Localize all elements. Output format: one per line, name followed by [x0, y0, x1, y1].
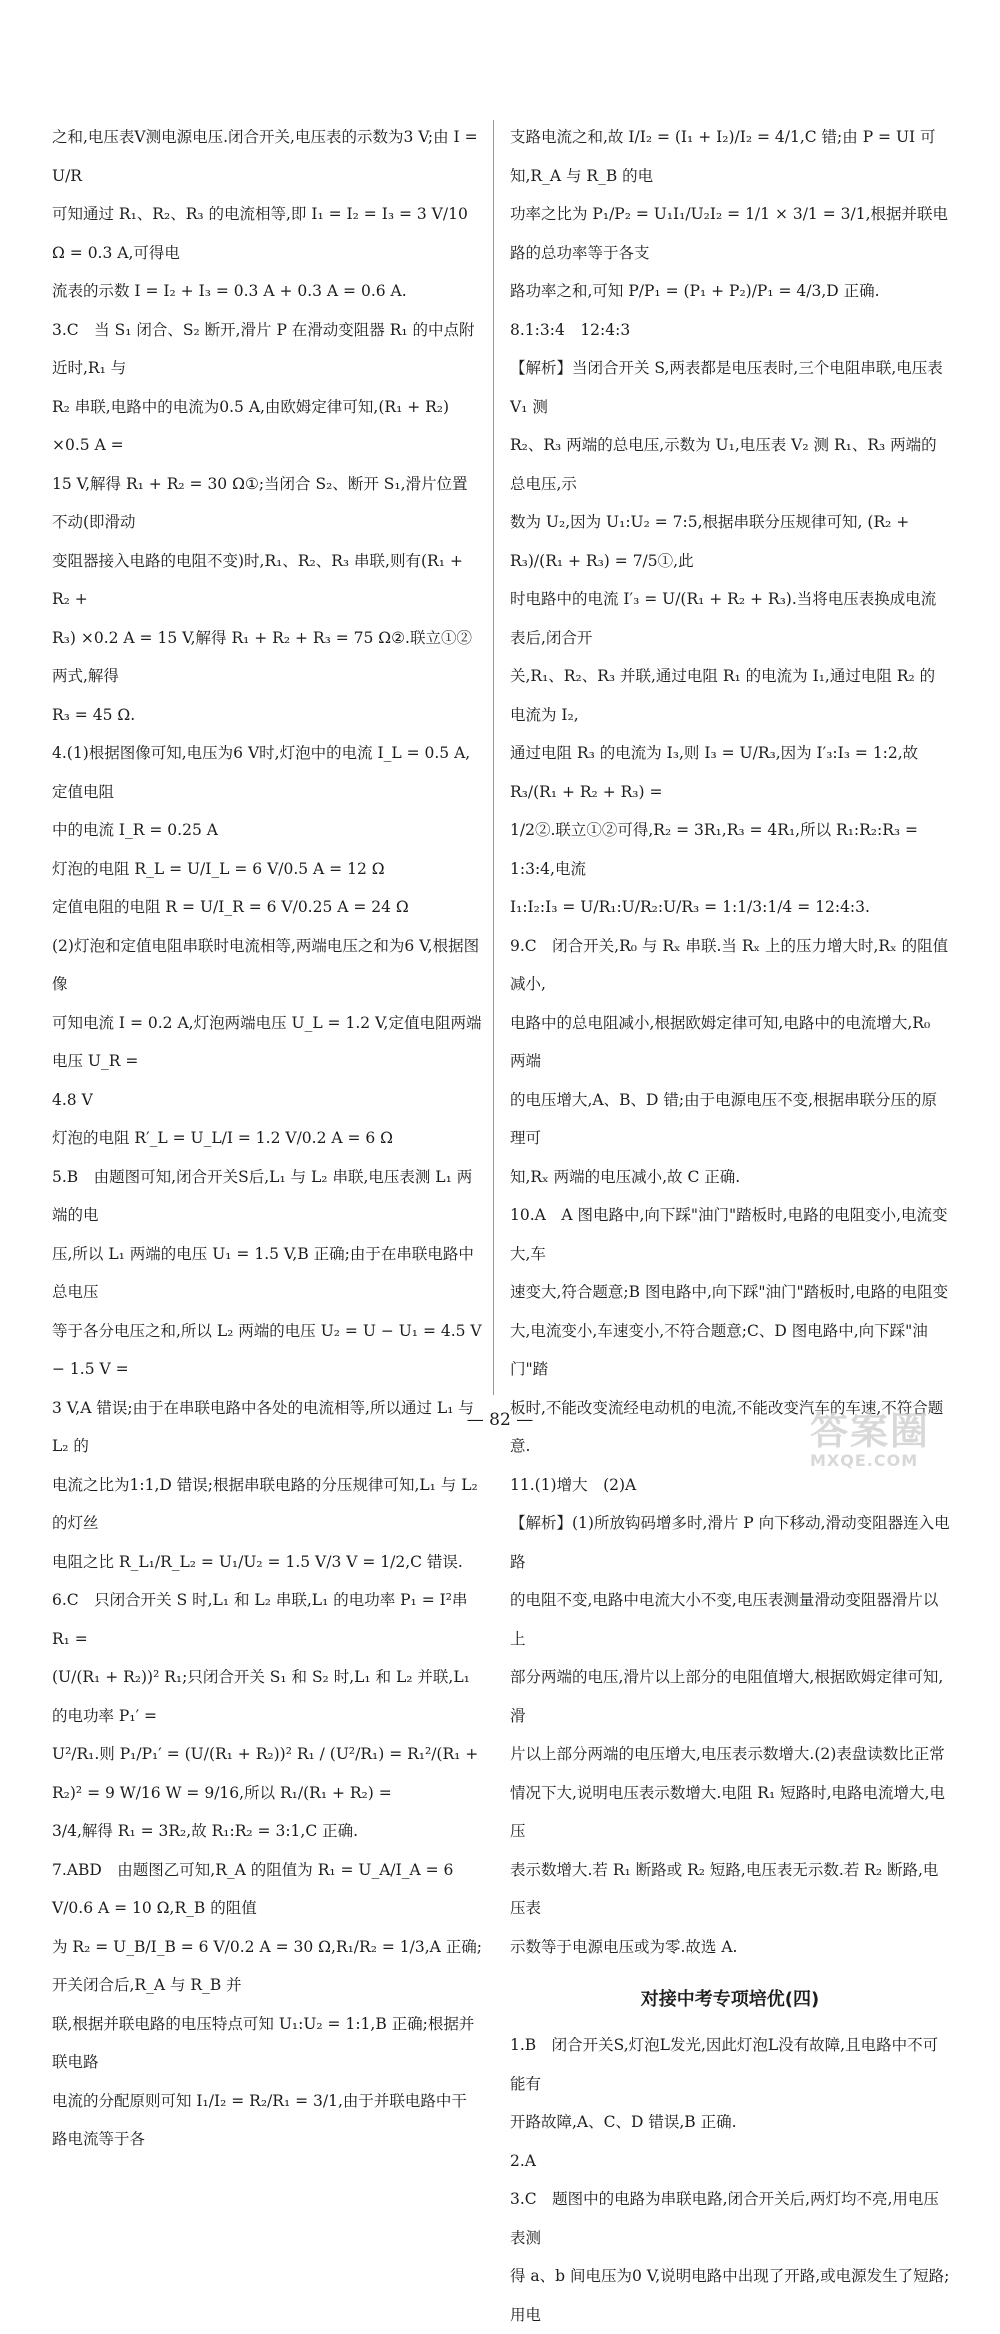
text-line: 3.C 题图中的电路为串联电路,闭合开关后,两灯均不亮,用电压表测: [510, 2190, 939, 2247]
text-line: 通过电阻 R₃ 的电流为 I₃,则 I₃ = U/R₃,因为 I′₃:I₃ = 1:2,故 R₃/(R₁ + R₂ + R₃) =: [510, 744, 919, 801]
text-line: R₃) ×0.2 A = 15 V,解得 R₁ + R₂ + R₃ = 75 Ω②.联立①②两式,解得: [52, 628, 472, 685]
text-line: 11.(1)增大 (2)A: [510, 1475, 637, 1494]
text-line: 部分两端的电压,滑片以上部分的电阻值增大,根据欧姆定律可知,滑: [510, 1668, 944, 1725]
text-line: 8.1:3:4 12:4:3: [510, 320, 631, 339]
text-line: 3/4,解得 R₁ = 3R₂,故 R₁:R₂ = 3:1,C 正确.: [52, 1822, 359, 1840]
text-line: 可知通过 R₁、R₂、R₃ 的电流相等,即 I₁ = I₂ = I₃ = 3 V/10 Ω = 0.3 A,可得电: [52, 205, 468, 262]
text-line: 压,所以 L₁ 两端的电压 U₁ = 1.5 V,B 正确;由于在串联电路中总电压: [52, 1244, 474, 1301]
text-line: 可知电流 I = 0.2 A,灯泡两端电压 U_L = 1.2 V,定值电阻两端电压 U_R =: [52, 1013, 482, 1070]
text-line: 电阻之比 R_L₁/R_L₂ = U₁/U₂ = 1.5 V/3 V = 1/2,C 错误.: [52, 1552, 463, 1571]
text-line: 知,Rₓ 两端的电压减小,故 C 正确.: [510, 1167, 741, 1186]
text-line: 7.ABD 由题图乙可知,R_A 的阻值为 R₁ = U_A/I_A = 6 V/0.6 A = 10 Ω,R_B 的阻值: [52, 1860, 454, 1917]
text-line: 【解析】当闭合开关 S,两表都是电压表时,三个电阻串联,电压表 V₁ 测: [510, 359, 943, 416]
text-line: 4.8 V: [52, 1090, 93, 1109]
section-title: 对接中考专项培优(四): [640, 1989, 820, 2010]
text-line: 1.B 闭合开关S,灯泡L发光,因此灯泡L没有故障,且电路中不可能有: [510, 2036, 939, 2093]
text-line: 变阻器接入电路的电阻不变)时,R₁、R₂、R₃ 串联,则有(R₁ + R₂ +: [52, 551, 463, 608]
text-line: I₁:I₂:I₃ = U/R₁:U/R₂:U/R₃ = 1:1/3:1/4 = 12:4:3.: [510, 898, 870, 916]
text-line: 时电路中的电流 I′₃ = U/(R₁ + R₂ + R₃).当将电压表换成电流表后,闭合开: [510, 590, 937, 647]
text-line: 10.A A 图电路中,向下踩"油门"踏板时,电路的电阻变小,电流变大,车: [510, 1206, 948, 1263]
left-column: [52, 118, 482, 2159]
text-line: 大,电流变小,车速变小,不符合题意;C、D 图电路中,向下踩"油门"踏: [510, 1321, 928, 1378]
text-line: 2.A: [510, 2151, 536, 2170]
text-line: (2)灯泡和定值电阻串联时电流相等,两端电压之和为6 V,根据图像: [52, 936, 480, 993]
text-line: 电路中的总电阻减小,根据欧姆定律可知,电路中的电流增大,R₀ 两端: [510, 1013, 931, 1070]
text-line: 4.(1)根据图像可知,电压为6 V时,灯泡中的电流 I_L = 0.5 A,定值电阻: [52, 744, 471, 801]
text-line: (U/(R₁ + R₂))² R₁;只闭合开关 S₁ 和 S₂ 时,L₁ 和 L₂ 并联,L₁ 的电功率 P₁′ =: [52, 1668, 470, 1725]
text-line: 3.C 当 S₁ 闭合、S₂ 断开,滑片 P 在滑动变阻器 R₁ 的中点附近时,R₁ 与: [52, 320, 475, 377]
text-line: 15 V,解得 R₁ + R₂ = 30 Ω①;当闭合 S₂、断开 S₁,滑片位置不动(即滑动: [52, 474, 468, 531]
text-line: 定值电阻的电阻 R = U/I_R = 6 V/0.25 A = 24 Ω: [52, 898, 409, 916]
text-line: 路功率之和,可知 P/P₁ = (P₁ + P₂)/P₁ = 4/3,D 正确.: [510, 282, 880, 300]
text-line: 电流之比为1:1,D 错误;根据串联电路的分压规律可知,L₁ 与 L₂ 的灯丝: [52, 1475, 478, 1532]
text-line: 功率之比为 P₁/P₂ = U₁I₁/U₂I₂ = 1/1 × 3/1 = 3/1,根据并联电路的总功率等于各支: [510, 205, 949, 262]
right-column: [510, 118, 950, 2334]
text-line: R₃ = 45 Ω.: [52, 705, 136, 724]
text-line: 电流的分配原则可知 I₁/I₂ = R₂/R₁ = 3/1,由于并联电路中干路电流等于各: [52, 2091, 467, 2148]
text-line: R₂、R₃ 两端的总电压,示数为 U₁,电压表 V₂ 测 R₁、R₃ 两端的总电压,示: [510, 436, 937, 493]
text-line: 情况下大,说明电压表示数增大.电阻 R₁ 短路时,电路电流增大,电压: [510, 1783, 945, 1840]
text-line: 灯泡的电阻 R′_L = U_L/I = 1.2 V/0.2 A = 6 Ω: [52, 1129, 394, 1147]
text-line: 联,根据并联电路的电压特点可知 U₁:U₂ = 1:1,B 正确;根据并联电路: [52, 2014, 475, 2071]
watermark-text: 答案圈: [810, 1409, 931, 1453]
text-line: 灯泡的电阻 R_L = U/I_L = 6 V/0.5 A = 12 Ω: [52, 859, 385, 878]
text-line: 速变大,符合题意;B 图电路中,向下踩"油门"踏板时,电路的电阻变: [510, 1283, 949, 1301]
text-line: 1/2②.联立①②可得,R₂ = 3R₁,R₃ = 4R₁,所以 R₁:R₂:R₃ = 1:3:4,电流: [510, 821, 919, 878]
text-line: 为 R₂ = U_B/I_B = 6 V/0.2 A = 30 Ω,R₁/R₂ = 1/3,A 正确;开关闭合后,R_A 与 R_B 并: [52, 1937, 482, 1994]
text-line: 关,R₁、R₂、R₃ 并联,通过电阻 R₁ 的电流为 I₁,通过电阻 R₂ 的电流为 I₂,: [510, 667, 936, 724]
text-line: U²/R₁.则 P₁/P₁′ = (U/(R₁ + R₂))² R₁ / (U²/R₁) = R₁²/(R₁ + R₂)² = 9 W/16 W = 9/16,所以 R₁/(R₁ + R₂) =: [52, 1745, 479, 1802]
text-line: 【解析】(1)所放钩码增多时,滑片 P 向下移动,滑动变阻器连入电路: [510, 1514, 950, 1571]
text-line: 得 a、b 间电压为0 V,说明电路中出现了开路,或电源发生了短路;用电: [510, 2267, 950, 2324]
text-line: 的电压增大,A、B、D 错;由于电源电压不变,根据串联分压的原理可: [510, 1090, 938, 1147]
text-line: 板时,不能改变流经电动机的电流,不能改变汽车的车速,不符合题意.: [510, 1398, 944, 1455]
text-line: 9.C 闭合开关,R₀ 与 Rₓ 串联.当 Rₓ 上的压力增大时,Rₓ 的阻值减小,: [510, 936, 949, 993]
text-line: 数为 U₂,因为 U₁:U₂ = 7:5,根据串联分压规律可知, (R₂ + R₃)/(R₁ + R₃) = 7/5①,此: [510, 513, 910, 570]
text-line: 中的电流 I_R = 0.25 A: [52, 821, 218, 839]
column-divider: [493, 120, 494, 1395]
text-line: 6.C 只闭合开关 S 时,L₁ 和 L₂ 串联,L₁ 的电功率 P₁ = I²串 R₁ =: [52, 1591, 468, 1648]
text-line: 示数等于电源电压或为零.故选 A.: [510, 1937, 738, 1956]
watermark-logo: [810, 1400, 980, 1480]
text-line: 5.B 由题图可知,闭合开关S后,L₁ 与 L₂ 串联,电压表测 L₁ 两端的电: [52, 1167, 473, 1224]
text-line: 的电阻不变,电路中电流大小不变,电压表测量滑动变阻器滑片以上: [510, 1591, 939, 1648]
text-line: 流表的示数 I = I₂ + I₃ = 0.3 A + 0.3 A = 0.6 A.: [52, 282, 407, 300]
page-number: — 82 —: [466, 1410, 534, 1430]
text-line: 开路故障,A、C、D 错误,B 正确.: [510, 2113, 737, 2131]
text-line: 表示数增大.若 R₁ 断路或 R₂ 短路,电压表无示数.若 R₂ 断路,电压表: [510, 1860, 939, 1917]
text-line: 等于各分电压之和,所以 L₂ 两端的电压 U₂ = U − U₁ = 4.5 V − 1.5 V =: [52, 1321, 482, 1378]
text-line: 3 V,A 错误;由于在串联电路中各处的电流相等,所以通过 L₁ 与 L₂ 的: [52, 1398, 474, 1455]
text-line: R₂ 串联,电路中的电流为0.5 A,由欧姆定律可知,(R₁ + R₂) ×0.5 A =: [52, 397, 450, 454]
text-line: 之和,电压表V测电源电压.闭合开关,电压表的示数为3 V;由 I = U/R: [52, 128, 478, 185]
text-line: 片以上部分两端的电压增大,电压表示数增大.(2)表盘读数比正常: [510, 1745, 945, 1763]
text-line: 支路电流之和,故 I/I₂ = (I₁ + I₂)/I₂ = 4/1,C 错;由 P = UI 可知,R_A 与 R_B 的电: [510, 128, 936, 185]
watermark-url: MXQE.COM: [810, 1451, 919, 1470]
